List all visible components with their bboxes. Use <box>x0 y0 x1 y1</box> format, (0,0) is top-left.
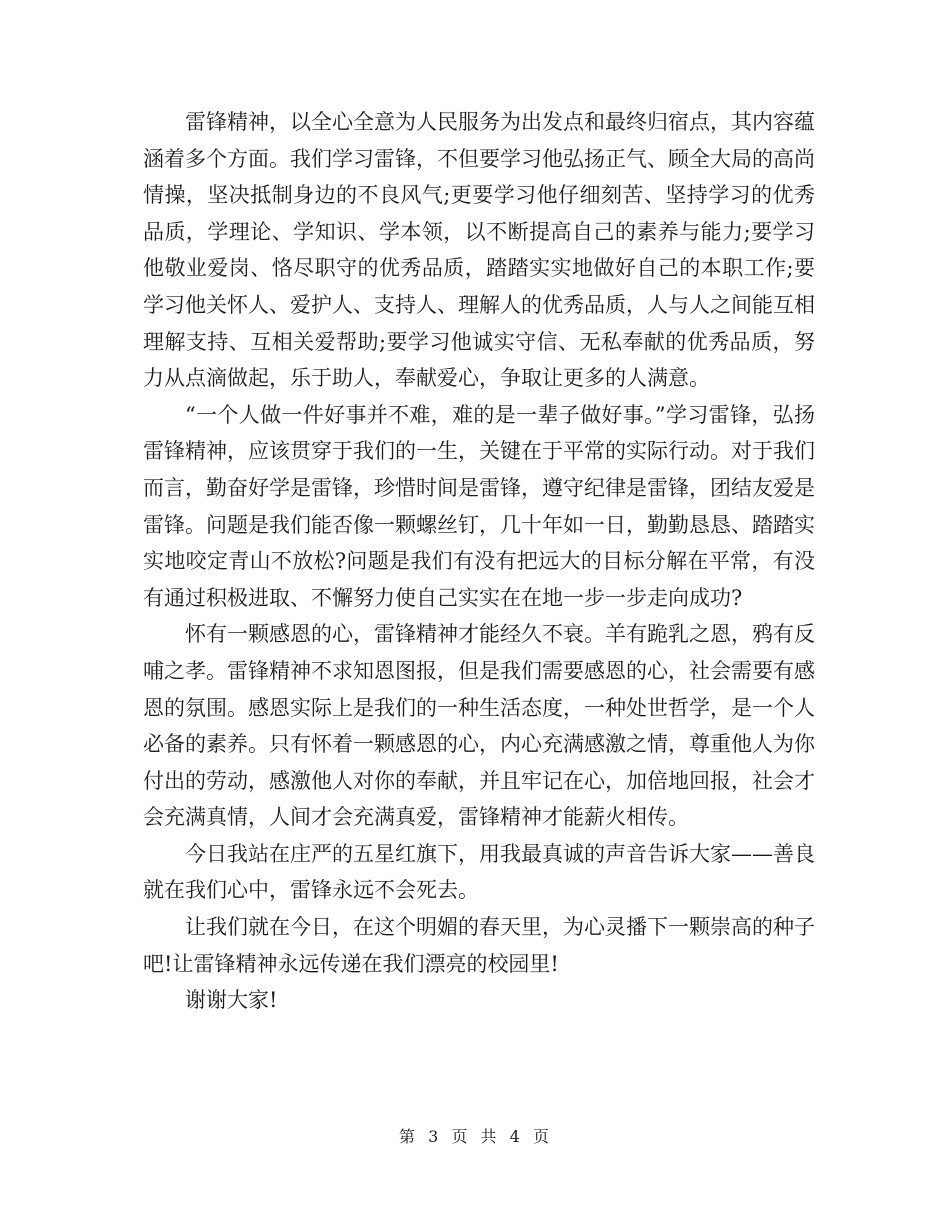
paragraph-1: 雷锋精神，以全心全意为人民服务为出发点和最终归宿点，其内容蕴涵着多个方面。我们学习雷锋，不但要学习他弘扬正气、顾全大局的高尚情操，坚决抵制身边的不良风气;更要学习他仔细刻苦、坚持学习的优秀品质，学理论、学知识、学本领，以不断提高自己的素养与能力;要学习他敬业爱岗、恪尽职守的优秀品质，踏踏实实地做好自己的本职工作;要学习他关怀人、爱护人、支持人、理解人的优秀品质，人与人之间能互相理解支持、互相关爱帮助;要学习他诚实守信、无私奉献的优秀品质，努力从点滴做起，乐于助人，奉献爱心，争取让更多的人满意。 <box>143 110 815 391</box>
page-footer <box>0 1125 950 1149</box>
paragraph-6: 谢谢大家! <box>185 988 278 1013</box>
footer-prefix: 第 <box>399 1127 418 1146</box>
footer-suffix: 页 <box>532 1127 551 1146</box>
paragraph-5: 让我们就在今日，在这个明媚的春天里，为心灵播下一颗崇高的种子吧!让雷锋精神永远传递在我们漂亮的校园里! <box>143 915 815 976</box>
paragraph-2: “一个人做一件好事并不难，难的是一辈子做好事。”学习雷锋，弘扬雷锋精神，应该贯穿于我们的一生，关键在于平常的实际行动。对于我们而言，勤奋好学是雷锋，珍惜时间是雷锋，遵守纪律是雷锋，团结友爱是雷锋。问题是我们能否像一颗螺丝钉，几十年如一日，勤勤恳恳、踏踏实实地咬定青山不放松?问题是我们有没有把远大的目标分解在平常，有没有通过积极进取、不懈努力使自己实实在在地一步一步走向成功? <box>143 402 815 610</box>
paragraph-4: 今日我站在庄严的五星红旗下，用我最真诚的声音告诉大家——善良就在我们心中，雷锋永远不会死去。 <box>143 841 815 903</box>
document-body <box>143 104 815 1019</box>
footer-total-word: 共 <box>480 1127 499 1146</box>
footer-total-pages: 4 <box>509 1127 522 1146</box>
footer-page-word: 页 <box>451 1127 470 1146</box>
footer-current-page: 3 <box>428 1127 441 1146</box>
paragraph-3: 怀有一颗感恩的心，雷锋精神才能经久不衰。羊有跪乳之恩，鸦有反哺之孝。雷锋精神不求知恩图报，但是我们需要感恩的心，社会需要有感恩的氛围。感恩实际上是我们的一种生活态度，一种处世哲学，是一个人必备的素养。只有怀着一颗感恩的心，内心充满感激之情，尊重他人为你付出的劳动，感激他人对你的奉献，并且牢记在心，加倍地回报，社会才会充满真情，人间才会充满真爱，雷锋精神才能薪火相传。 <box>143 622 815 830</box>
